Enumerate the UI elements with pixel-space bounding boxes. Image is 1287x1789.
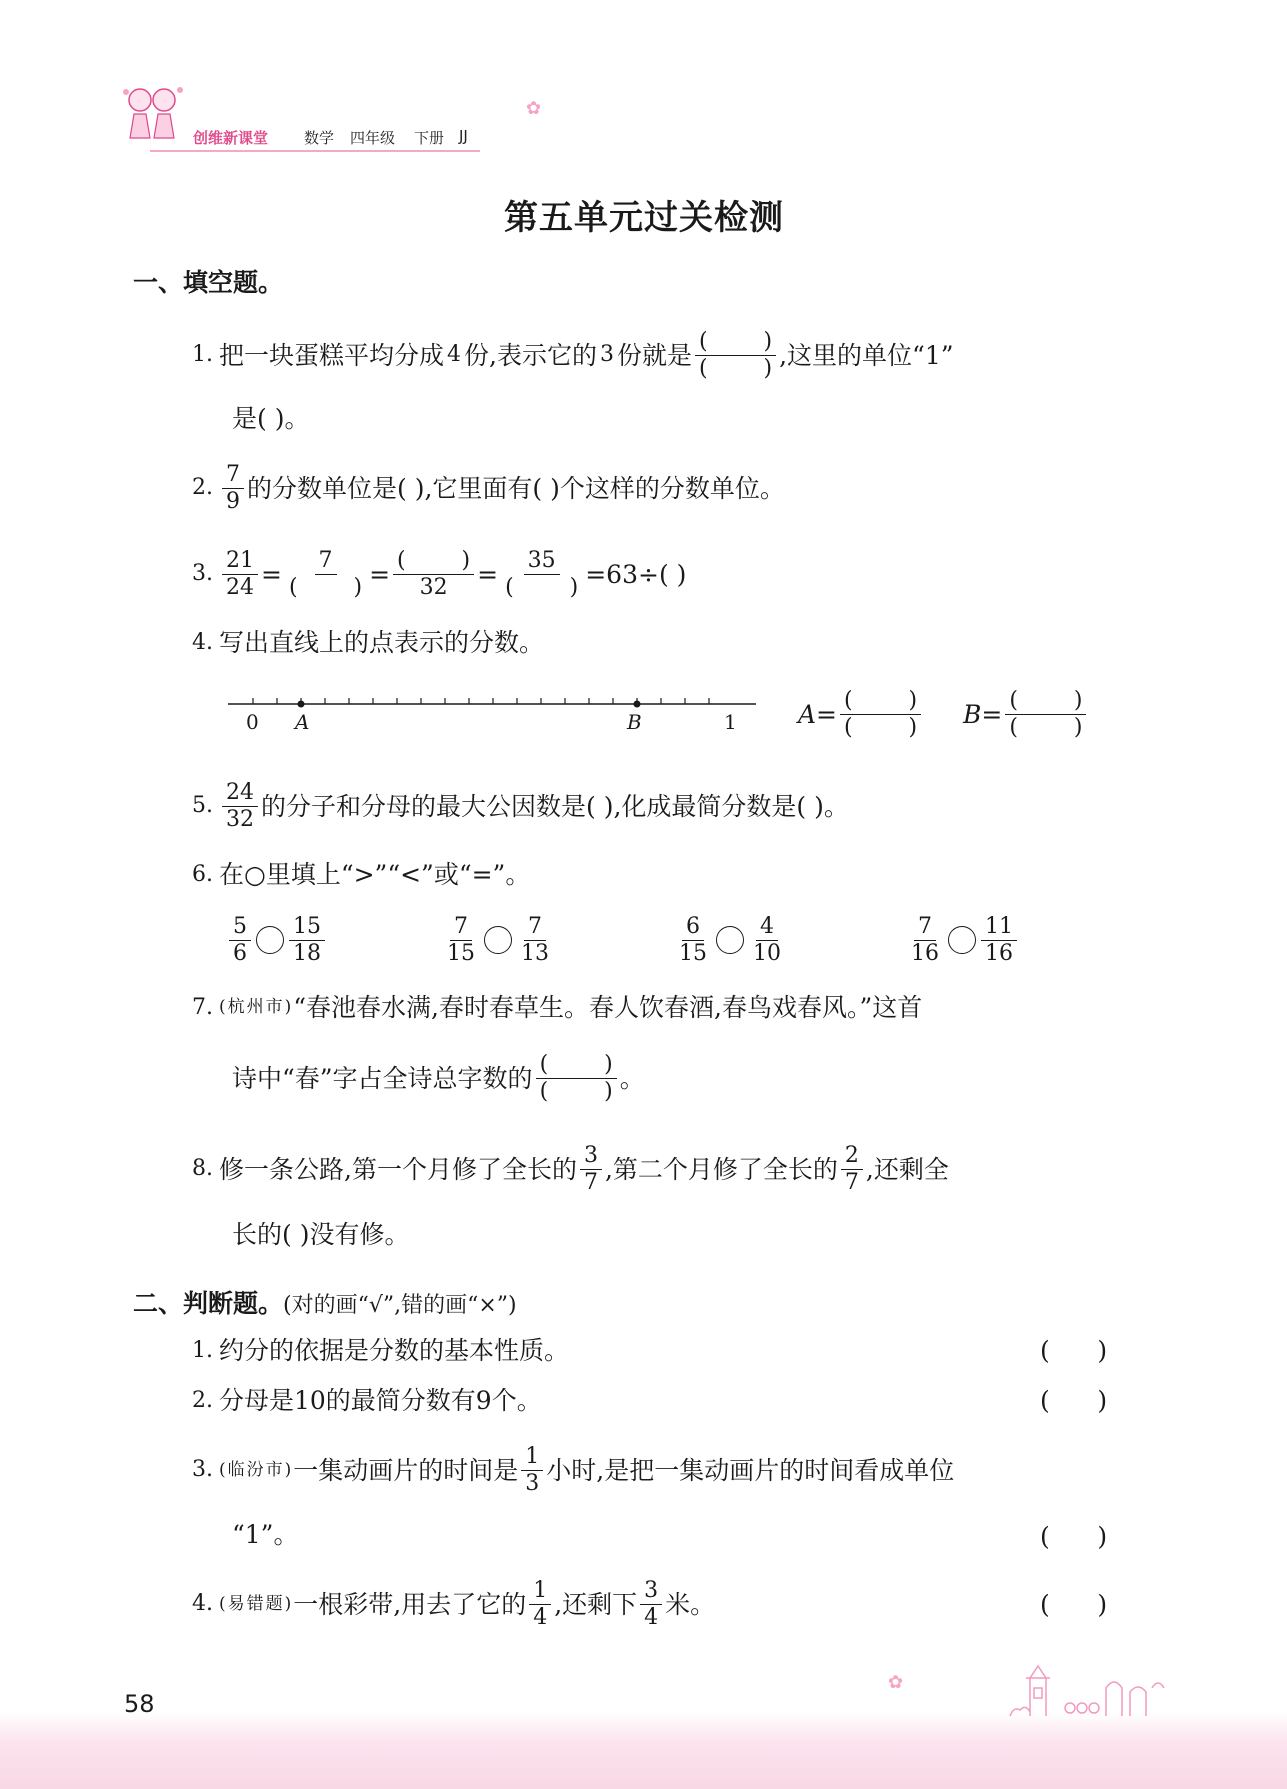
- question-number: 4.: [192, 629, 213, 655]
- compare-pair-4: $\frac{7}{16}$ $\frac{11}{16}$: [904, 908, 1020, 972]
- answer-fraction-blank[interactable]: $\frac{( )}{( )}$: [695, 329, 776, 382]
- compare-pair-1: $\frac{5}{6}$ $\frac{15}{18}$: [226, 908, 328, 972]
- question-text: =63÷( ): [585, 559, 687, 589]
- page-number: 58: [124, 1690, 155, 1718]
- question-1-1: [192, 320, 954, 390]
- compare-circle-1[interactable]: [256, 926, 284, 954]
- question-source-tag: (易错题): [219, 1593, 294, 1614]
- page-title: 第五单元过关检测: [504, 198, 784, 238]
- question-2-2: 2. 分母是10的最简分数有9个。: [192, 1386, 542, 1415]
- question-number-inline: 4: [447, 342, 462, 367]
- question-source-tag: (杭州市): [219, 997, 294, 1017]
- header-edition: JJ: [459, 127, 468, 145]
- section-heading-fill-blank: 一、填空题。: [133, 268, 284, 297]
- question-number: 7.: [192, 994, 213, 1020]
- question-2-1: 1. 约分的依据是分数的基本性质。: [192, 1336, 570, 1365]
- question-number: 1.: [192, 342, 213, 367]
- header-brand: 创维新课堂: [193, 129, 269, 147]
- question-1-6: [192, 862, 530, 887]
- header-grade: 四年级: [350, 129, 396, 147]
- question-2-3-line2: “1”。: [232, 1520, 299, 1549]
- compare-circle-2[interactable]: [484, 926, 512, 954]
- question-1-8-line2: 长的( )没有修。: [232, 1220, 410, 1249]
- castle-icon: [990, 1648, 1170, 1718]
- number-line-label-1: 1: [724, 710, 737, 734]
- judge-blank-1[interactable]: ( ): [1040, 1336, 1108, 1365]
- question-2-3: 3. (临汾市) 一集动画片的时间是 $\frac{1}{3}$ 小时,是把一集动画片的时间看成单位: [192, 1443, 955, 1496]
- question-number: 3.: [192, 561, 213, 586]
- fraction: $\frac{21}{24}$: [222, 548, 258, 601]
- number-line-label-a: A: [295, 710, 310, 734]
- question-text: 在○里填上“>”“<”或“=”。: [219, 860, 531, 889]
- question-text: 的分子和分母的最大公因数是( ),化成最简分数是( )。: [261, 791, 849, 821]
- header-illustration: [118, 82, 188, 140]
- question-number: 5.: [192, 793, 213, 818]
- section-heading-true-false: 二、判断题。(对的画“√”,错的画“×”): [133, 1289, 517, 1318]
- question-1-5: [192, 774, 849, 838]
- answer-fraction-blank[interactable]: $\frac{7}{( )}$: [288, 547, 363, 600]
- header-divider: [150, 150, 480, 152]
- number-line-label-b: B: [627, 710, 642, 734]
- section-note: (对的画“√”,错的画“×”): [283, 1293, 517, 1318]
- fraction: $\frac{7}{9}$: [222, 462, 244, 515]
- judge-blank-3[interactable]: ( ): [1040, 1522, 1108, 1551]
- footer-band: [0, 1712, 1287, 1789]
- header-volume: 下册: [414, 129, 445, 147]
- question-2-4: 4. (易错题) 一根彩带,用去了它的 $\frac{1}{4}$ ,还剩下 $\frac{3}{4}$ 米。: [192, 1577, 716, 1630]
- judge-blank-4[interactable]: ( ): [1040, 1590, 1108, 1619]
- question-number: 6.: [192, 861, 213, 887]
- question-text: 的分数单位是( ),它里面有( )个这样的分数单位。: [247, 473, 785, 503]
- question-text: 份,表示它的: [464, 340, 597, 370]
- flower-icon: ✿: [888, 1672, 904, 1693]
- question-1-1-line2: 是( )。: [232, 404, 310, 433]
- question-1-2: [192, 456, 785, 520]
- question-text: 写出直线上的点表示的分数。: [219, 628, 545, 657]
- answer-a: A= $\frac{( )}{( )}$: [798, 682, 924, 746]
- question-text: “春池春水满,春时春草生。春人饮春酒,春鸟戏春风。”这首: [293, 993, 923, 1022]
- compare-circle-4[interactable]: [948, 926, 976, 954]
- question-number-inline: 3: [599, 342, 614, 367]
- flower-icon: ✿: [526, 98, 542, 119]
- answer-fraction-blank[interactable]: $\frac{( )}{32}$: [393, 548, 474, 601]
- question-1-4: [192, 630, 544, 655]
- answer-fraction-blank-a[interactable]: $\frac{( )}{( )}$: [840, 688, 921, 741]
- judge-blank-2[interactable]: ( ): [1040, 1386, 1108, 1415]
- header-subject: 数学: [304, 129, 335, 147]
- question-source-tag: (临汾市): [219, 1459, 294, 1480]
- answer-fraction-blank[interactable]: $\frac{( )}{( )}$: [536, 1052, 617, 1105]
- question-1-7: [192, 995, 922, 1020]
- fraction: $\frac{24}{32}$: [222, 780, 258, 833]
- question-1-8: 8. 修一条公路,第一个月修了全长的 $\frac{3}{7}$ ,第二个月修了全长的 $\frac{2}{7}$ ,还剩全: [192, 1142, 949, 1195]
- question-number: 8.: [192, 1156, 213, 1181]
- compare-pair-3: $\frac{6}{15}$ $\frac{4}{10}$: [679, 913, 781, 966]
- question-text: ,这里的单位“1”: [779, 340, 954, 370]
- compare-pair-2: $\frac{7}{15}$ $\frac{7}{13}$: [447, 913, 549, 966]
- question-text: 份就是: [616, 340, 692, 370]
- question-number: 2.: [192, 475, 213, 500]
- answer-fraction-blank[interactable]: $\frac{35}{( )}$: [505, 547, 579, 600]
- question-text: 把一块蛋糕平均分成: [219, 340, 445, 370]
- question-1-3: 3. $\frac{21}{24}$ = $\frac{7}{( )}$ = $\frac{( )}{32}$ = $\frac{35}{( )}$ =63÷( ): [192, 547, 687, 600]
- number-line-label-0: 0: [246, 710, 259, 734]
- compare-circle-3[interactable]: [716, 926, 744, 954]
- answer-b: B= $\frac{( )}{( )}$: [963, 682, 1089, 746]
- question-1-7-line2: 诗中“春”字占全诗总字数的 $\frac{( )}{( )}$ 。: [232, 1051, 645, 1104]
- answer-fraction-blank-b[interactable]: $\frac{( )}{( )}$: [1005, 688, 1086, 741]
